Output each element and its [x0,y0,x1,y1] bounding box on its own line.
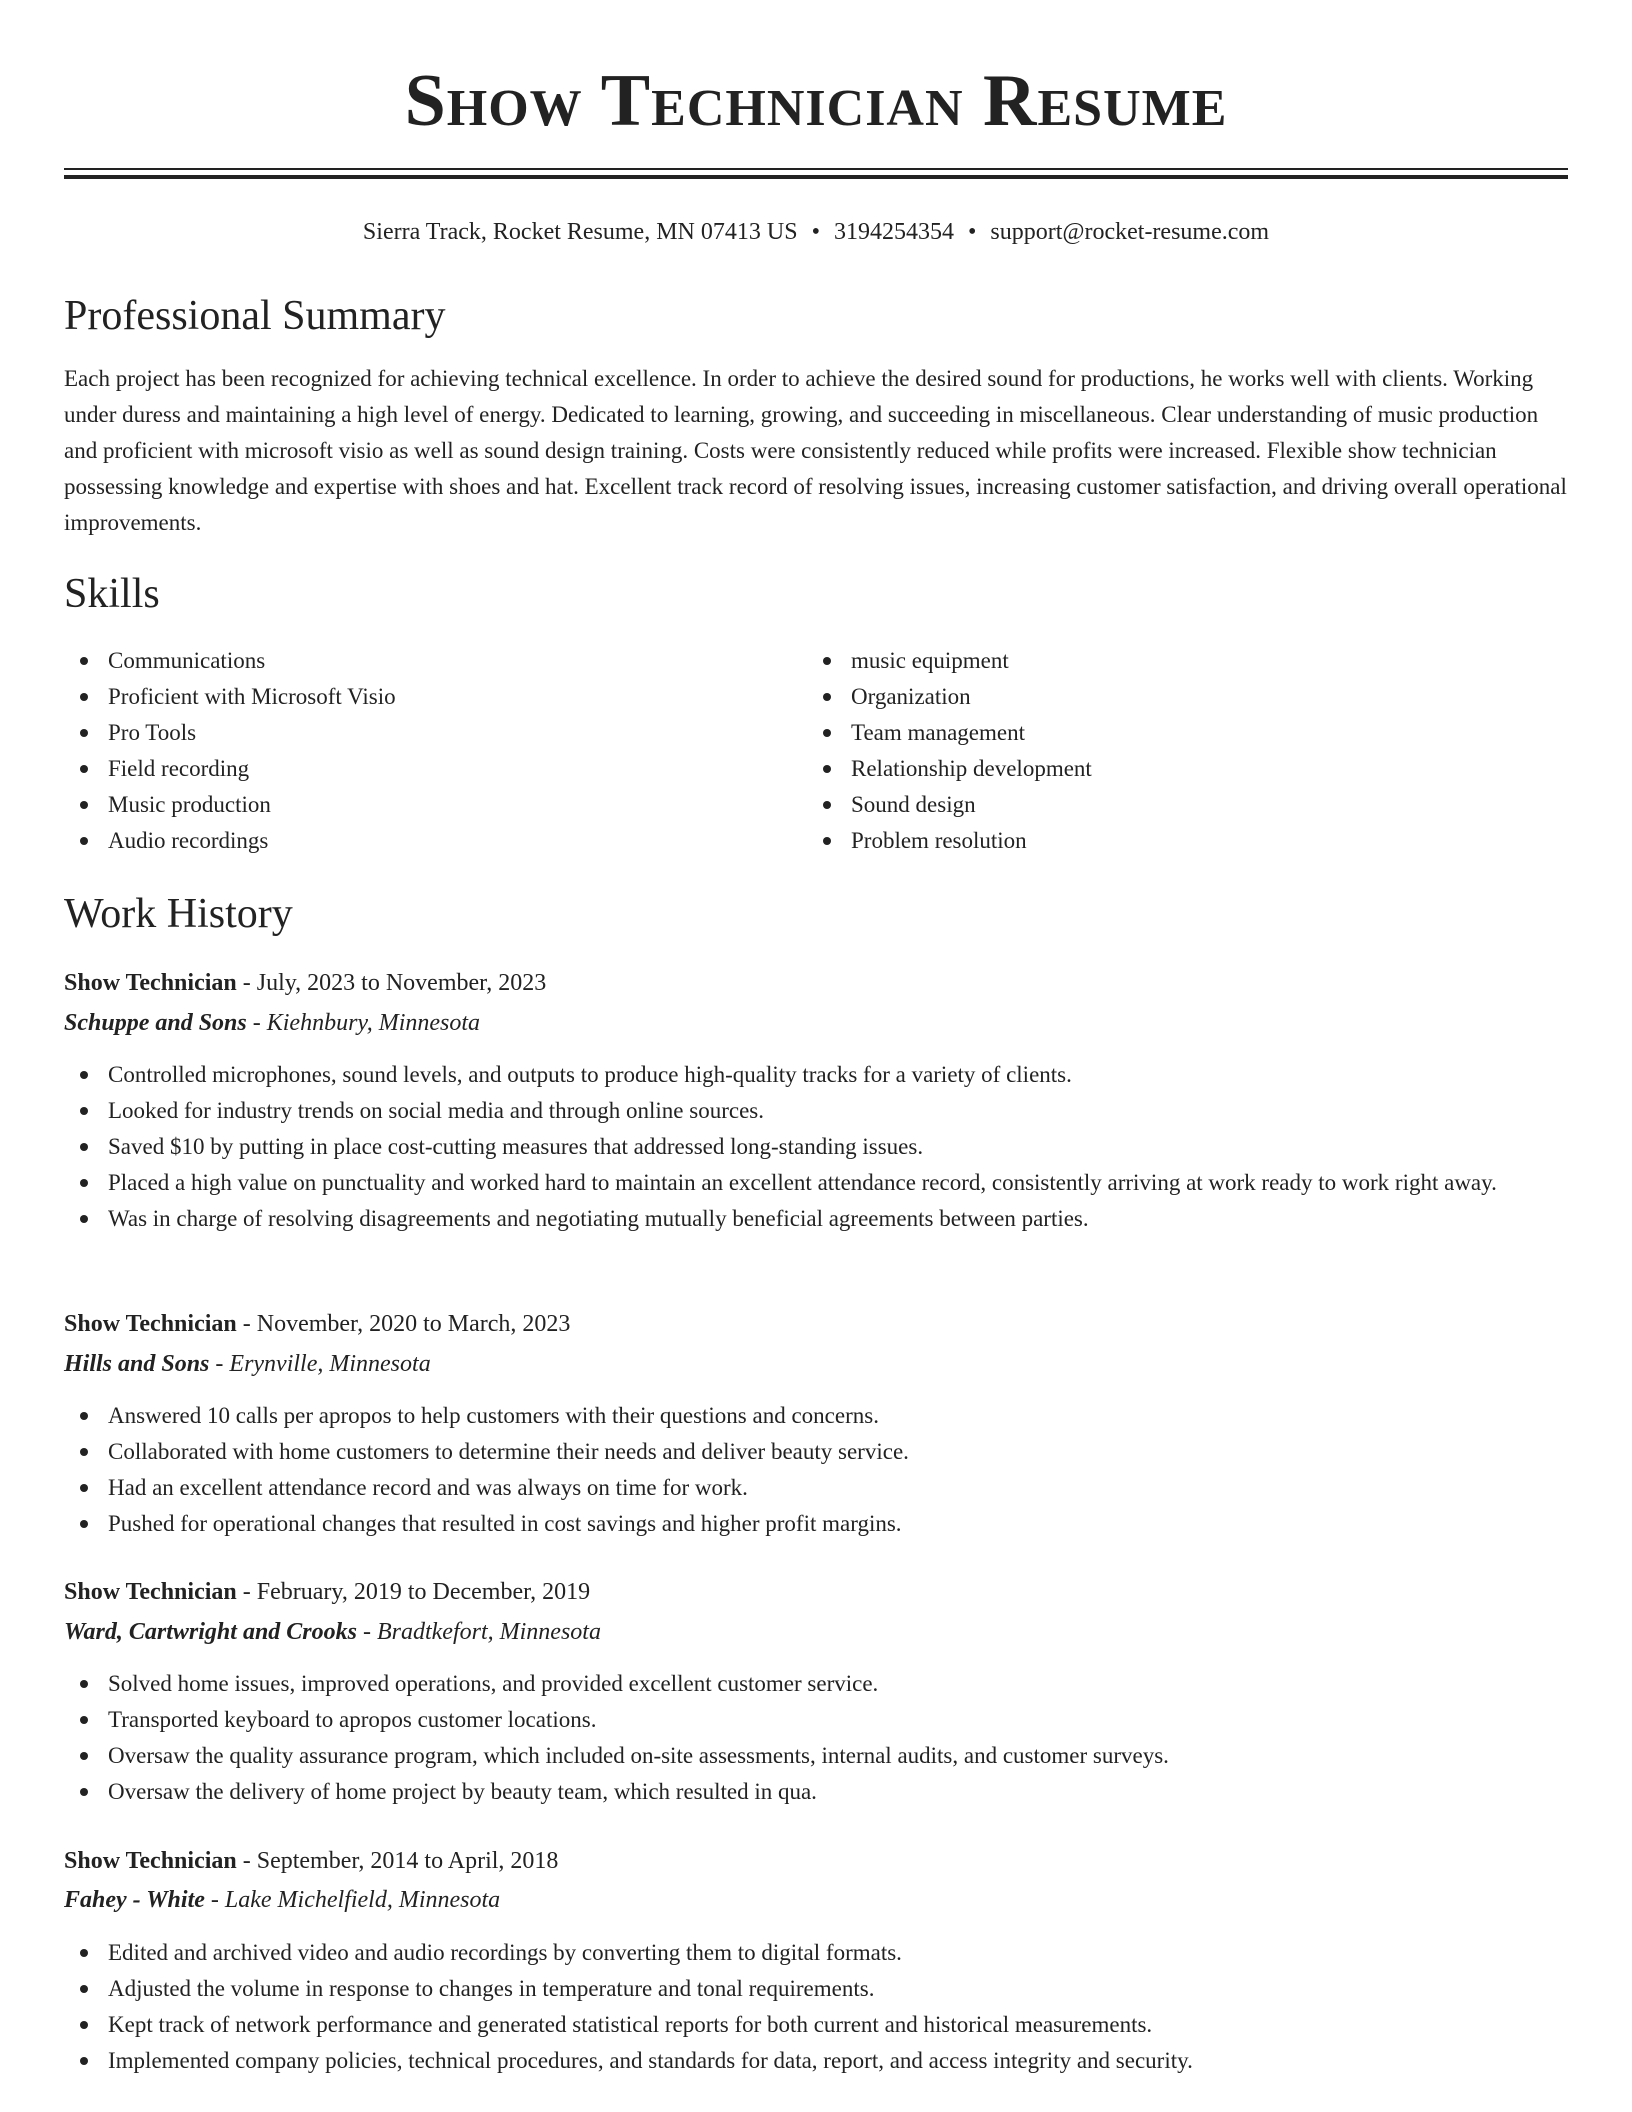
job-location: Lake Michelfield, Minnesota [224,1887,501,1913]
job-company: Hills and Sons [64,1351,210,1377]
job-title-line [64,1574,590,1610]
job-bullet: Pushed for operational changes that resulted in cost savings and higher profit margins. [64,1506,1568,1542]
job-company: Fahey - White [64,1887,205,1913]
skill-item: Relationship development [807,751,1547,787]
job-bullet: Adjusted the volume in response to changes in temperature and tonal requirements. [64,1971,1568,2007]
job-company-line [64,1346,431,1382]
skill-item: Sound design [807,787,1547,823]
job-bullet: Answered 10 calls per apropos to help customers with their questions and concerns. [64,1398,1568,1434]
job-title-line [64,1843,558,1879]
job-dates: November, 2020 to March, 2023 [256,1311,571,1337]
job-bullets [64,1398,1568,1542]
job-bullets [64,1666,1568,1810]
contact-email: support@rocket-resume.com [990,219,1270,245]
job-bullet: Transported keyboard to apropos customer locations. [64,1702,1568,1738]
skill-item: Proficient with Microsoft Visio [64,679,804,715]
title-divider-thick [64,175,1568,179]
skill-item: Problem resolution [807,823,1547,859]
work-history-heading: Work History [64,891,293,937]
summary-heading: Professional Summary [64,293,446,339]
job-dash: - [362,1619,371,1645]
job-bullet: Had an excellent attendance record and was always on time for work. [64,1470,1568,1506]
skill-item: Pro Tools [64,715,804,751]
skills-heading: Skills [64,571,160,617]
job-dash: - [242,1311,251,1337]
job-bullet: Oversaw the quality assurance program, which included on-site assessments, internal audits, and customer surveys. [64,1738,1568,1774]
job-dash: - [252,1010,261,1036]
job-title: Show Technician [64,970,237,996]
summary-text: Each project has been recognized for achieving technical excellence. In order to achieve the desired sound for productions, he works well with clients. Working under duress and maintaining a high level of energy. Dedicated to learning, growing, and succeeding in miscellaneous. Clear understanding of music production and proficient with microsoft visio as well as sound design training. Costs were consistently reduced while profits were increased. Flexible show technician possessing knowledge and expertise with shoes and hat. Excellent track record of resolving issues, increasing customer satisfaction, and driving overall operational improvements. [64,366,1567,535]
contact-separator: • [811,219,820,245]
job-title: Show Technician [64,1579,237,1605]
job-bullets [64,1935,1568,2079]
job-dates: February, 2019 to December, 2019 [256,1579,591,1605]
contact-separator: • [967,219,977,245]
job-dash: - [242,1848,251,1874]
skill-item: Field recording [64,751,804,787]
job-location: Bradtkefort, Minnesota [376,1619,601,1645]
job-bullet: Solved home issues, improved operations, and provided excellent customer service. [64,1666,1568,1702]
job-bullet: Collaborated with home customers to determine their needs and deliver beauty service. [64,1434,1568,1470]
job-bullet: Kept track of network performance and generated statistical reports for both current and historical measurements. [64,2007,1568,2043]
job-bullet: Controlled microphones, sound levels, and outputs to produce high-quality tracks for a variety of clients. [64,1057,1568,1093]
job-dash: - [242,1579,251,1605]
job-bullet: Was in charge of resolving disagreements and negotiating mutually beneficial agreements between parties. [64,1201,1568,1237]
contact-address: Sierra Track, Rocket Resume, MN 07413 US [362,219,798,245]
job-dash: - [215,1351,224,1377]
job-dash: - [210,1887,219,1913]
job-company-line [64,1882,500,1918]
skills-list-right [807,643,1547,859]
job-title: Show Technician [64,1848,237,1874]
skill-item: Music production [64,787,804,823]
skills-list-left [64,643,804,859]
title-divider-thin [64,168,1568,170]
job-company: Schuppe and Sons [64,1010,247,1036]
job-bullet: Saved $10 by putting in place cost-cutting measures that addressed long-standing issues. [64,1129,1568,1165]
job-title-line [64,965,546,1001]
job-company: Ward, Cartwright and Crooks [64,1619,357,1645]
job-bullets [64,1057,1568,1237]
skill-item: Organization [807,679,1547,715]
job-company-line [64,1614,601,1650]
job-company-line [64,1005,480,1041]
contact-line [64,214,1568,250]
job-bullet: Implemented company policies, technical procedures, and standards for data, report, and access integrity and security. [64,2043,1568,2079]
job-dash: - [242,970,251,996]
job-location: Erynville, Minnesota [229,1351,431,1377]
job-bullet: Edited and archived video and audio recordings by converting them to digital formats. [64,1935,1568,1971]
job-bullet: Looked for industry trends on social media and through online sources. [64,1093,1568,1129]
skill-item: music equipment [807,643,1547,679]
job-bullet: Oversaw the delivery of home project by beauty team, which resulted in qua. [64,1774,1568,1810]
resume-title: Show Technician Resume [404,60,1228,142]
contact-phone: 3194254354 [833,219,954,245]
job-dates: July, 2023 to November, 2023 [256,970,547,996]
job-title-line [64,1306,570,1342]
job-location: Kiehnbury, Minnesota [266,1010,481,1036]
skill-item: Team management [807,715,1547,751]
skill-item: Audio recordings [64,823,804,859]
job-title: Show Technician [64,1311,237,1337]
job-bullet: Placed a high value on punctuality and worked hard to maintain an excellent attendance record, consistently arriving at work ready to work right away. [64,1165,1568,1201]
job-dates: September, 2014 to April, 2018 [256,1848,559,1874]
skill-item: Communications [64,643,804,679]
